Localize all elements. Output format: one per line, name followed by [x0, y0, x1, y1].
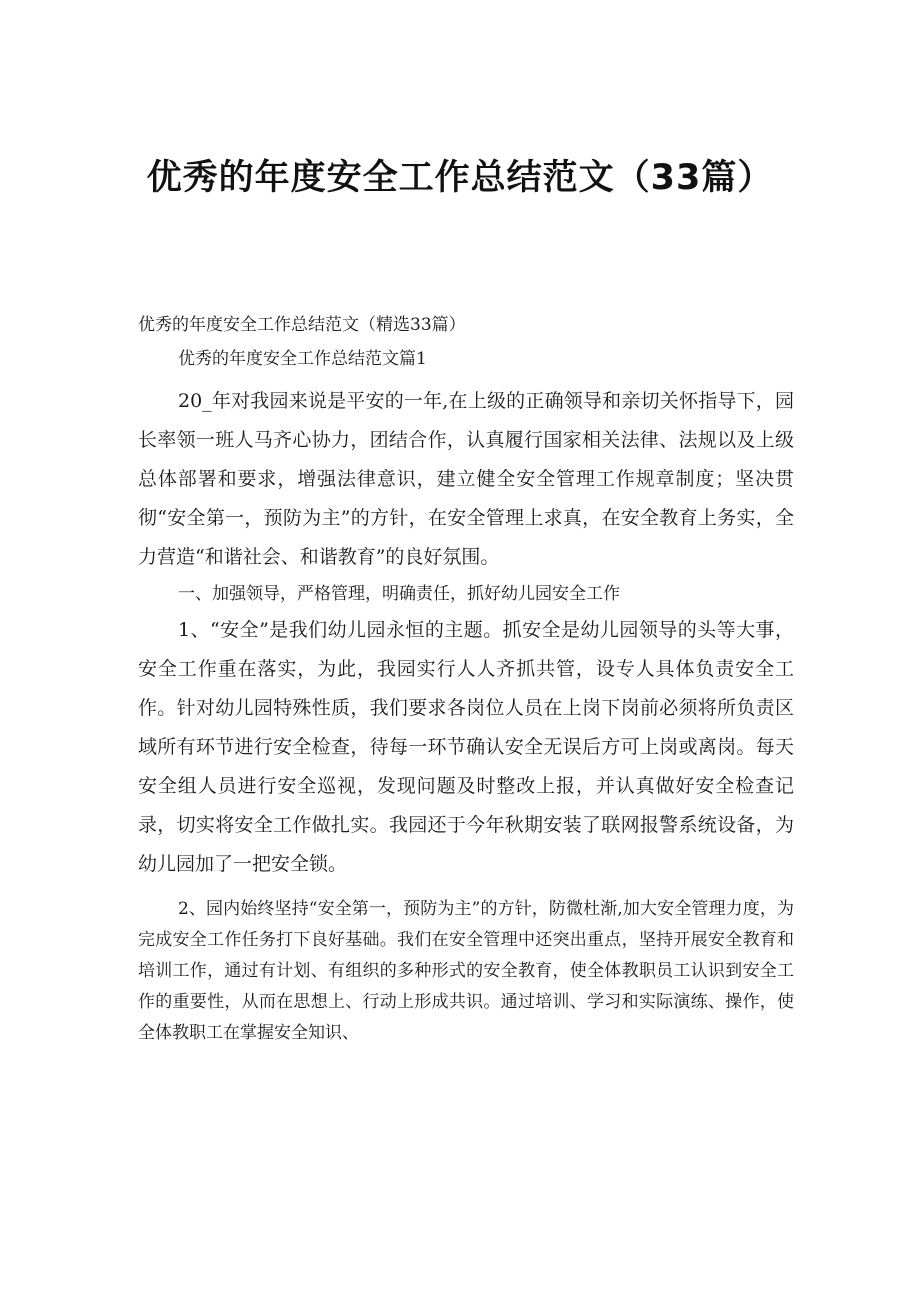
section-heading: 一、加强领导，严格管理，明确责任，抓好幼儿园安全工作: [178, 584, 620, 604]
document-title: 优秀的年度安全工作总结范文（33篇）: [146, 158, 774, 198]
paragraph-item-2: 2、园内始终坚持“安全第一，预防为主”的方针，防微杜渐,加大安全管理力度，为完成安全工作任务打下良好基础。我们在安全管理中还突出重点，坚持开展安全教育和培训工作，通过有计划、有组织的多种形式的安全教育，使全体教职员工认识到安全工作的重要性，从而在思想上、行动上形成共识。通过培训、学习和实际演练、操作，使全体教职工在掌握安全知识、: [138, 899, 794, 1043]
paragraph-item-1: 1、“安全”是我们幼儿园永恒的主题。抓安全是幼儿园领导的头等大事，安全工作重在落实，为此，我园实行人人齐抓共管，设专人具体负责安全工作。针对幼儿园特殊性质，我们要求各岗位人员在上岗下岗前必须将所负责区域所有环节进行安全检查，待每一环节确认安全无误后方可上岗或离岗。每天安全组人员进行安全巡视，发现问题及时整改上报，并认真做好安全检查记录，切实将安全工作做扎实。我园还于今年秋期安装了联网报警系统设备，为幼儿园加了一把安全锁。: [138, 619, 794, 875]
chapter-title: 优秀的年度安全工作总结范文篇1: [178, 349, 427, 369]
document-subtitle: 优秀的年度安全工作总结范文（精选33篇）: [138, 315, 466, 335]
paragraph-intro: 20_年对我园来说是平安的一年,在上级的正确领导和亲切关怀指导下，园长率领一班人马齐心协力，团结合作，认真履行国家相关法律、法规以及上级总体部署和要求，增强法律意识，建立健全安全管理工作规章制度；坚决贯彻“安全第一，预防为主”的方针，在安全管理上求真，在安全教育上务实，全力营造“和谐社会、和谐教育”的良好氛围。: [138, 390, 794, 568]
document-body: [138, 308, 794, 1049]
